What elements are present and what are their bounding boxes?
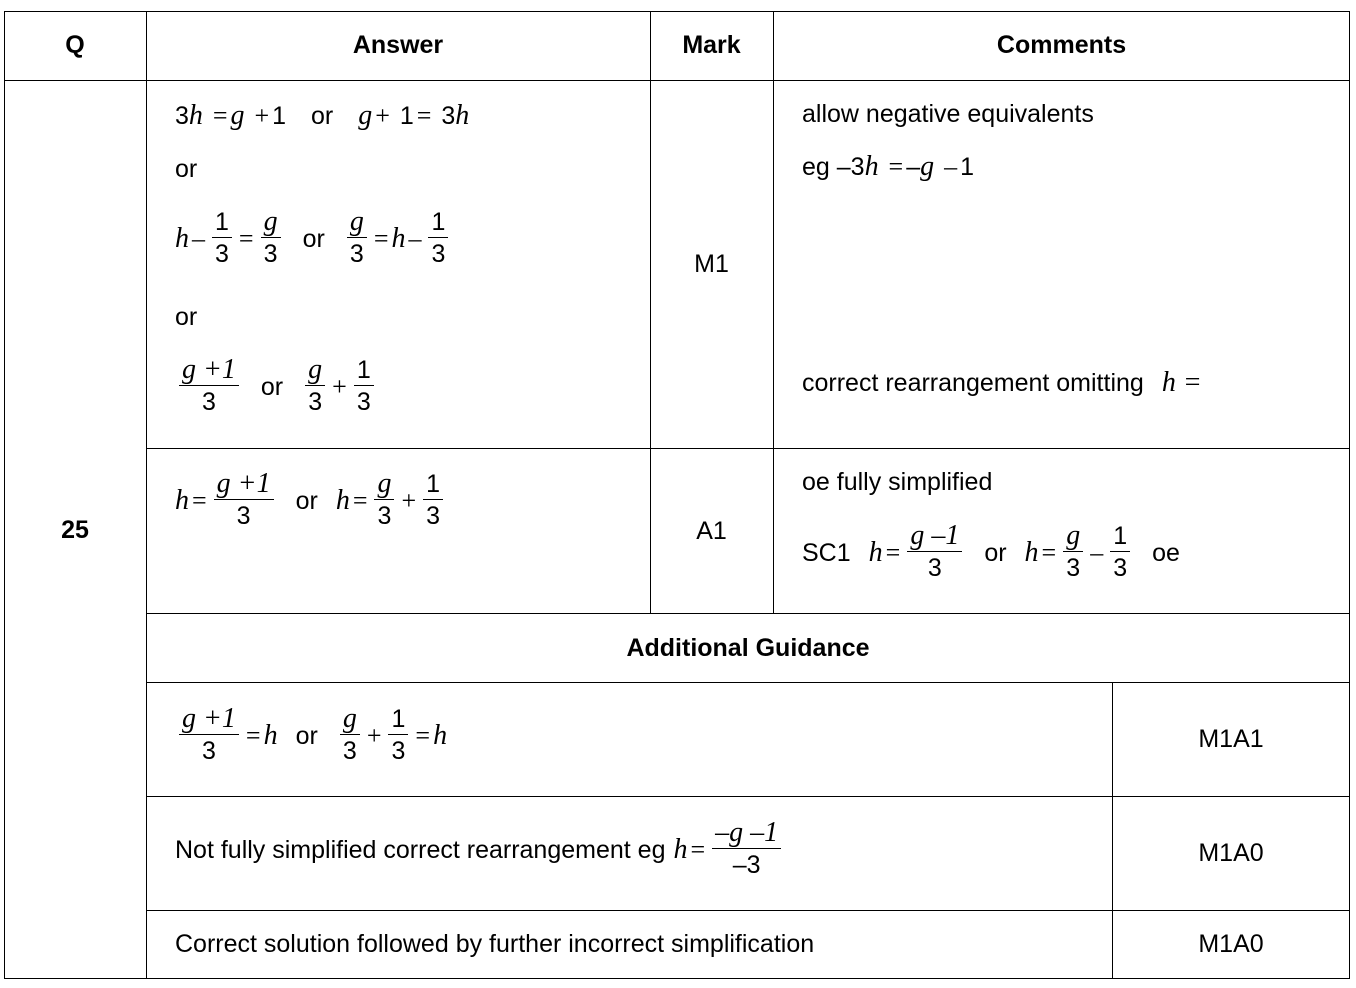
mark-a1: A1 (696, 517, 727, 545)
guidance-mark-1: M1A1 (1198, 725, 1264, 753)
row1-divider (146, 448, 1350, 449)
guidance-row-1: $\frac{g +1}{3}$ = h or $\frac{g}{3}$ + $\frac{1}{3}$ = h (175, 704, 447, 767)
guidance-mark-3: M1A0 (1198, 930, 1264, 958)
answer-row2: h = $\frac{g +1}{3}$ or h = $\frac{g}{3}$ + $\frac{1}{3}$ (175, 469, 447, 532)
answer-or-2: or (175, 303, 198, 331)
fraction: $\frac{g}{3}$ (347, 207, 367, 270)
header-answer: Answer (352, 31, 444, 59)
fraction: $\frac{g}{3}$ (305, 355, 325, 418)
fraction: $\frac{1}{3}$ (423, 469, 443, 532)
additional-guidance-title: Additional Guidance (626, 634, 870, 662)
comment-omitting: correct rearrangement omitting h = (802, 367, 1202, 398)
col-divider-q (146, 11, 147, 979)
comment-fully-simplified: oe fully simplified (802, 468, 993, 496)
fraction: $\frac{g +1}{3}$ (214, 469, 274, 532)
answer-or-1: or (175, 155, 198, 183)
comment-allow-negative: allow negative equivalents (802, 100, 1094, 128)
table-border-bottom (4, 978, 1350, 979)
comment-eg: eg –3h = –g – 1 (802, 151, 974, 182)
guidance-row1-divider (146, 796, 1350, 797)
header-mark: Mark (682, 31, 741, 59)
fraction: $\frac{1}{3}$ (428, 207, 448, 270)
comment-sc1: SC1 h = $\frac{g -1}{3}$ or h = $\frac{g}{3}$ – $\frac{1}{3}$ oe (802, 520, 1180, 582)
guidance-title-divider (146, 682, 1350, 683)
guidance-row-3: Correct solution followed by further incorrect simplification (175, 930, 815, 958)
fraction: $\frac{g}{3}$ (1063, 521, 1083, 584)
guidance-row-2: Not fully simplified correct rearrangement eg h = $\frac{-g -1}{-3}$ (175, 818, 785, 881)
fraction: $\frac{1}{3}$ (212, 207, 232, 270)
fraction: $\frac{g}{3}$ (340, 704, 360, 767)
fraction: $\frac{1}{3}$ (1110, 521, 1130, 584)
fraction: $\frac{1}{3}$ (388, 704, 408, 767)
fraction: $\frac{g}{3}$ (261, 207, 281, 270)
fraction: $\frac{g +1}{3}$ (179, 355, 239, 418)
header-comments: Comments (996, 31, 1127, 59)
answer-line-3: $\frac{g +1}{3}$ or $\frac{g}{3}$ + $\frac{1}{3}$ (175, 355, 378, 418)
row2-divider (146, 613, 1350, 614)
mark-scheme-table (4, 11, 1350, 979)
fraction: $\frac{1}{3}$ (354, 355, 374, 418)
guidance-mark-2: M1A0 (1198, 839, 1264, 867)
fraction: $\frac{g -1}{3}$ (907, 521, 962, 584)
question-number: 25 (61, 516, 89, 544)
fraction: $\frac{g}{3}$ (374, 469, 394, 532)
answer-line-1: 3h = g + 1 or g + 1 = 3h (175, 100, 470, 131)
header-divider (4, 80, 1350, 81)
table-border-right (1349, 11, 1350, 979)
fraction: $\frac{g +1}{3}$ (179, 704, 239, 767)
fraction: $\frac{-g -1}{-3}$ (712, 818, 781, 881)
mark-m1: M1 (694, 250, 729, 278)
guidance-row2-divider (146, 910, 1350, 911)
header-q: Q (65, 31, 85, 59)
table-border-top (4, 11, 1350, 12)
table-border-left (4, 11, 5, 979)
col-divider-mark (773, 11, 774, 614)
answer-line-2: h – $\frac{1}{3}$ = $\frac{g}{3}$ or $\frac{g}{3}$ = h – $\frac{1}{3}$ (175, 207, 452, 270)
